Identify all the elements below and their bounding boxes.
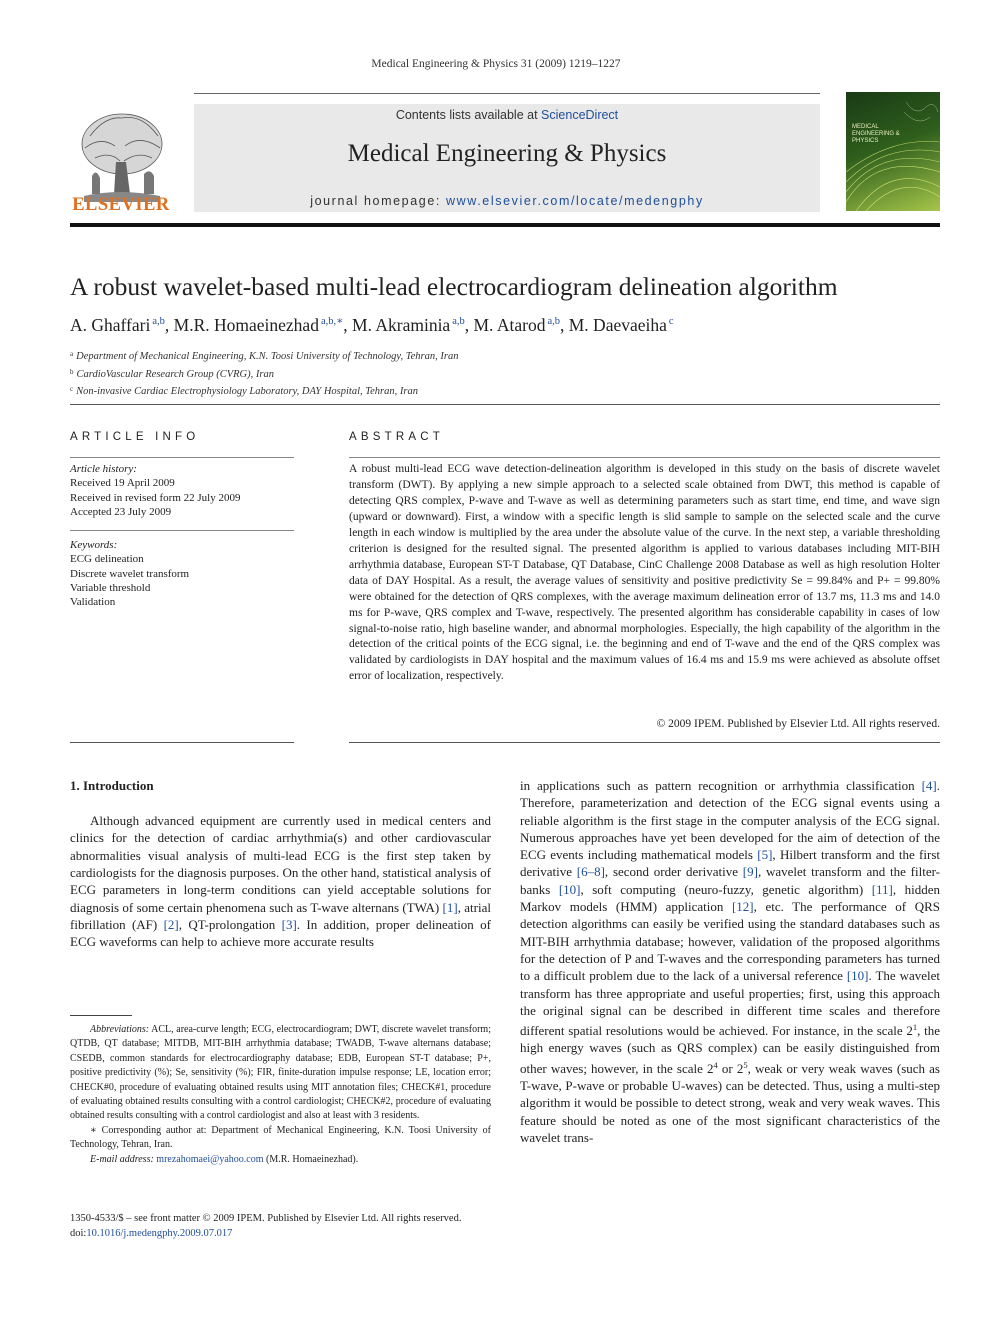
author-affiliation-marker[interactable]: c <box>668 316 674 327</box>
author-separator: , <box>560 315 569 335</box>
author-affiliation-marker[interactable]: a,b,∗ <box>320 316 344 327</box>
author-name: M. Daevaeiha <box>568 315 667 335</box>
author-separator: , <box>164 315 174 335</box>
abstract-heading: ABSTRACT <box>349 431 444 443</box>
citation-link[interactable]: [5] <box>757 847 773 863</box>
masthead-bottom-rule <box>70 223 940 227</box>
affiliation-line <box>70 382 940 400</box>
affiliations <box>70 347 940 400</box>
keywords <box>70 538 294 609</box>
exponent: 1 <box>912 1022 918 1033</box>
body-text: , atrial fibrillation (AF) <box>70 899 491 933</box>
body-text: , weak or very weak waves (such as T-wave, P-wave or probable U-waves) can be detected. Thus, using a multi-step algorithm it would be possible to detect strong, weak and very weak waves. This feature should be noted as one of the most significant characteristics of the wavelet trans- <box>520 1060 940 1145</box>
history-label: Article history: <box>70 463 137 475</box>
intro-paragraph-right <box>520 777 940 1146</box>
history-received: Received 19 April 2009 <box>70 477 175 490</box>
abstract-copyright: © 2009 IPEM. Published by Elsevier Ltd. All rights reserved. <box>656 718 940 730</box>
footnotes <box>70 1023 491 1167</box>
author-name: M. Akraminia <box>352 315 451 335</box>
contents-line <box>194 108 820 122</box>
body-text: . In addition, proper delineation of ECG waveforms can help to achieve more accurate results <box>70 917 491 950</box>
doi-link[interactable]: 10.1016/j.medengphy.2009.07.017 <box>86 1227 233 1239</box>
author-name: M. Atarod <box>473 315 546 335</box>
citation-link[interactable]: [6–8] <box>576 864 605 880</box>
masthead-top-rule <box>194 93 820 94</box>
corresponding-author-note: ∗ Corresponding author at: Department of Mechanical Engineering, K.N. Toosi University of Technology, Tehran, Iran. <box>70 1124 491 1151</box>
citation-link[interactable]: [3] <box>281 917 297 933</box>
author-affiliation-marker[interactable]: a,b <box>452 316 465 327</box>
journal-name: Medical Engineering & Physics <box>347 140 667 167</box>
elsevier-wordmark: ELSEVIER <box>72 195 170 215</box>
abbreviations-label: Abbreviations: <box>90 1024 150 1035</box>
citation-link[interactable]: [2] <box>163 917 179 933</box>
body-text: in applications such as pattern recognition or arrhythmia classification <box>520 778 922 793</box>
author-separator: , <box>464 315 474 335</box>
intro-paragraph-left <box>70 812 491 951</box>
body-text: , QT-prolongation <box>178 917 282 933</box>
sciencedirect-link[interactable]: ScienceDirect <box>541 108 619 122</box>
keyword-item: ECG delineation <box>70 553 144 566</box>
cover-wave-art <box>846 92 940 211</box>
body-text: Although advanced equipment are currently used in medical centers and clinics for the detection of cardiac arrhythmia(s) and other cardiovascular abnormalities visual analysis of multi-lead ECG is the first step taken by cardiologists for the diagnosis purposes. On the other hand, statistical analysis of ECG parameters in long-term conditions can yield acceptable solutions for diagnosis of some certain phenomena such as T-wave alternans (TWA) <box>70 813 491 915</box>
affiliation-key: b <box>70 367 74 376</box>
journal-masthead <box>70 92 940 228</box>
citation-link[interactable]: [1] <box>442 899 458 915</box>
body-text: , wavelet transform and the filter-banks <box>520 864 940 897</box>
body-text: , soft computing (neuro-fuzzy, genetic algorithm) <box>580 881 872 897</box>
body-text: or 2 <box>717 1060 744 1076</box>
keyword-item: Validation <box>70 596 116 609</box>
email-suffix: (M.R. Homaeinezhad). <box>263 1153 359 1165</box>
body-text: . Therefore, parameterization and detection of the ECG signal events using a reliable algorithm is the first stage in the computer analysis of the ECG signal. Numerous approaches have yet been developed for the aim of detection of the ECG events including mathematical models <box>520 778 940 863</box>
citation-link[interactable]: [11] <box>871 881 893 897</box>
citation-link[interactable]: [10] <box>558 881 581 897</box>
affiliation-line <box>70 365 940 383</box>
abstract-text: A robust multi-lead ECG wave detection-delineation algorithm is developed in this study on the basis of discrete wavelet transform (DWT). By applying a new simple approach to a selected scale obtained from DWT, this method is capable of detecting QRS complex, P-wave and T-wave as well as determining parameters such as start time, end time, and wave sign (upward or downward). First, a window with a specific length is slid sample to sample on the selected scale and the curve length in each window is multiplied by the area under the absolute value of the curve. In the next step, a variable thresholding criterion is designed for the resulted signal. The presented algorithm is applied to various databases including MIT-BIH arrhythmia database, European ST-T Database, QT Database, CinC Challenge 2008 Database as well as high resolution Holter data of DAY Hospital. As a result, the average values of sensitivity and positive predictivity Se = 99.84% and P+ = 99.80% were obtained for the detection of QRS complexes, with the average maximum delineation error of 13.7 ms, 11.3 ms and 14.0 ms for P-wave, QRS complex and T-wave, respectively. The presented algorithm has considerable capability in cases of low signal-to-noise ratio, high baseline wander, and abnormal morphologies. Especially, the high capability of the algorithm in the detection of the critical points of the ECG signal, i.e. the beginning and end of T-wave and the end of the QRS complex was validated by cardiologists in DAY hospital and the maximum values of 16.4 ms and 15.9 ms were achieved as absolute offset error of localization, respectively. <box>349 463 940 683</box>
keyword-item: Discrete wavelet transform <box>70 567 190 580</box>
affiliation-key: a <box>70 350 74 358</box>
history-accepted: Accepted 23 July 2009 <box>70 505 172 518</box>
affiliation-key: c <box>70 385 74 393</box>
keywords-label: Keywords: <box>70 539 118 551</box>
doi-prefix: doi: <box>70 1227 87 1239</box>
citation-link[interactable]: [9] <box>742 864 758 880</box>
body-text: , etc. The performance of QRS detection algorithms can easily be verified using the standard databases such as MIT-BIH arrhythmia database; however, validation of the proposed algorithms for the detection of P and T-waves and the corresponding parameters has turned to a difficult problem due to the lack of a universal reference <box>520 899 940 984</box>
abstract-bottom-rule <box>349 742 940 743</box>
article-history <box>70 462 294 519</box>
masthead-box <box>194 104 820 212</box>
author-name: M.R. Homaeinezhad <box>173 315 319 335</box>
author-list <box>70 315 940 336</box>
keywords-rule <box>70 530 294 531</box>
keyword-item: Variable threshold <box>70 581 151 594</box>
abbreviations-text: ACL, area-curve length; ECG, electrocardiogram; DWT, discrete wavelet transform; QTDB, QT database; MITDB, MIT-BIH arrhythmia database; TWADB, T-wave alternans database; CSEDB, common standards for electrocardiography database; EDB, European ST-T database; P+, positive predictivity (%); Se, sensitivity (%); FIR, finite-duration impulse response; LE, location error; CHECK#0, procedure of evaluating obtained results using MIT annotation files; CHECK#1, procedure of evaluating obtained results consulting with a control cardiologist; CHECK#2, procedure of evaluating obtained results consulting with a control cardiologist and also at least with 3 residents. <box>70 1024 491 1122</box>
affiliation-line <box>70 347 940 365</box>
exponent: 5 <box>743 1059 748 1070</box>
journal-cover-image <box>846 92 940 211</box>
citation-link[interactable]: [12] <box>731 899 754 915</box>
article-info-heading: ARTICLE INFO <box>70 431 200 443</box>
issn-line: 1350-4533/$ – see front matter © 2009 IPEM. Published by Elsevier Ltd. All rights reserved. <box>70 1213 462 1224</box>
article-info-rule <box>70 457 294 458</box>
homepage-link[interactable]: www.elsevier.com/locate/medengphy <box>446 194 704 208</box>
body-text: , second order derivative <box>604 864 743 880</box>
author-email-link[interactable]: mrezahomaei@yahoo.com <box>156 1153 264 1165</box>
body-text: , the high energy waves (such as QRS complex) can be easily distinguished from other waves; however, in the scale 2 <box>520 1023 940 1076</box>
homepage-prefix: journal homepage: <box>310 194 441 208</box>
body-text: , hidden Markov models (HMM) application <box>520 881 940 915</box>
email-label: E-mail address: <box>90 1153 154 1165</box>
affiliation-text: Department of Mechanical Engineering, K.N. Toosi University of Technology, Tehran, Iran <box>76 351 459 362</box>
footnote-rule <box>70 1015 132 1016</box>
article-title: A robust wavelet-based multi-lead electrocardiogram delineation algorithm <box>70 272 838 301</box>
affiliation-text: Non-invasive Cardiac Electrophysiology Laboratory, DAY Hospital, Tehran, Iran <box>76 386 418 397</box>
bottom-metadata <box>70 1212 670 1241</box>
citation-link[interactable]: [4] <box>921 778 937 793</box>
author-name: A. Ghaffari <box>70 315 151 335</box>
body-text: , Hilbert transform and the first derivative <box>520 847 940 880</box>
section-heading-introduction: 1. Introduction <box>70 778 154 793</box>
exponent: 4 <box>713 1059 718 1070</box>
journal-homepage <box>194 194 820 208</box>
header-divider <box>70 404 940 405</box>
body-text: . The wavelet transform has three appropriate and useful properties; first, using this approach the original signal can be described in different time scales and therefore different spatial resolutions would be achieved. For instance, in the scale 2 <box>520 968 940 1039</box>
affiliation-text: CardioVascular Research Group (CVRG), Iran <box>76 368 274 380</box>
citation-link[interactable]: [10] <box>846 968 869 984</box>
contents-prefix: Contents lists available at <box>395 108 538 122</box>
author-affiliation-marker[interactable]: a,b <box>152 316 165 327</box>
abstract-rule <box>349 457 940 458</box>
journal-reference: Medical Engineering & Physics 31 (2009) 1219–1227 <box>371 58 621 70</box>
cover-title: MEDICAL ENGINEERING & PHYSICS <box>852 124 900 144</box>
author-separator: , <box>343 315 353 335</box>
history-revised: Received in revised form 22 July 2009 <box>70 491 241 504</box>
author-affiliation-marker[interactable]: a,b <box>547 316 560 327</box>
article-info-bottom-rule <box>70 742 294 743</box>
